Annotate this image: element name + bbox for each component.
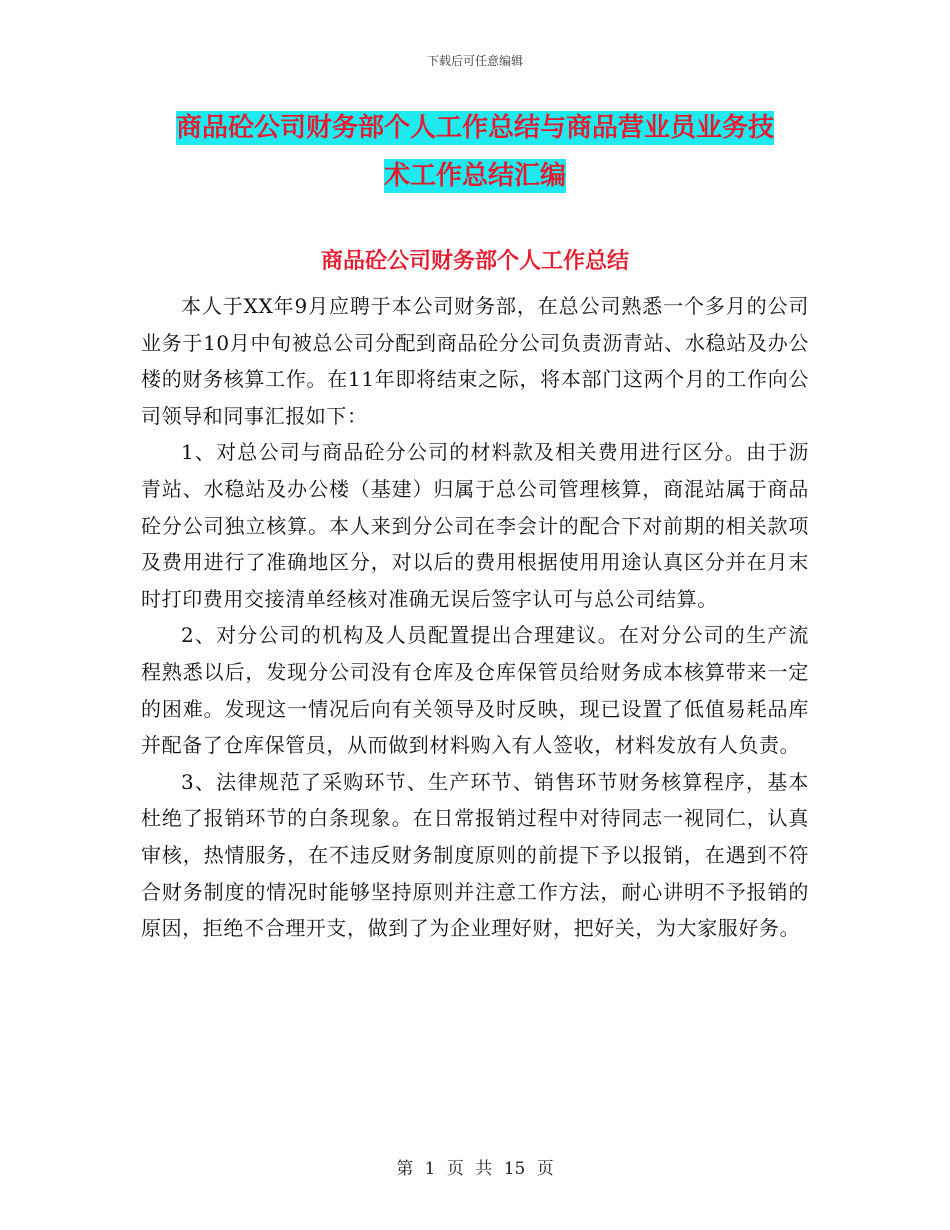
page-header-note: 下载后可任意编辑 [426,54,523,68]
page-number: 第 1 页 共 15 页 [396,1159,554,1179]
document-title-line-2: 术工作总结汇编 [383,161,566,191]
document-body [141,288,809,947]
document-title [140,104,810,200]
paragraph-intro: 本人于XX年9月应聘于本公司财务部，在总公司熟悉一个多月的公司业务于10月中旬被总公司分配到商品砼分公司负责沥青站、水稳站及办公楼的财务核算工作。在11年即将结束之际，将本部门这两个月的工作向公司领导和同事汇报如下： [141,294,809,428]
document-title-line-1: 商品砼公司财务部个人工作总结与商品营业员业务技 [175,113,774,143]
paragraph-item-3: 3、法律规范了采购环节、生产环节、销售环节财务核算程序，基本杜绝了报销环节的白条现象。在日常报销过程中对待同志一视同仁，认真审核，热情服务，在不违反财务制度原则的前提下予以报销，在遇到不符合财务制度的情况时能够坚持原则并注意工作方法，耐心讲明不予报销的原因，拒绝不合理开支，做到了为企业理好财，把好关，为大家服好务。 [141,769,809,941]
paragraph-item-2: 2、对分公司的机构及人员配置提出合理建议。在对分公司的生产流程熟悉以后，发现分公司没有仓库及仓库保管员给财务成本核算带来一定的困难。发现这一情况后向有关领导及时反映，现已设置了低值易耗品库并配备了仓库保管员，从而做到材料购入有人签收，材料发放有人负责。 [141,623,809,758]
paragraph-item-1: 1、对总公司与商品砼分公司的材料款及相关费用进行区分。由于沥青站、水稳站及办公楼（基建）归属于总公司管理核算，商混站属于商品砼分公司独立核算。本人来到分公司在李会计的配合下对前期的相关款项及费用进行了准确地区分，对以后的费用根据使用用途认真区分并在月末时打印费用交接清单经核对准确无误后签字认可与总公司结算。 [141,440,809,611]
section-title: 商品砼公司财务部个人工作总结 [320,249,629,274]
